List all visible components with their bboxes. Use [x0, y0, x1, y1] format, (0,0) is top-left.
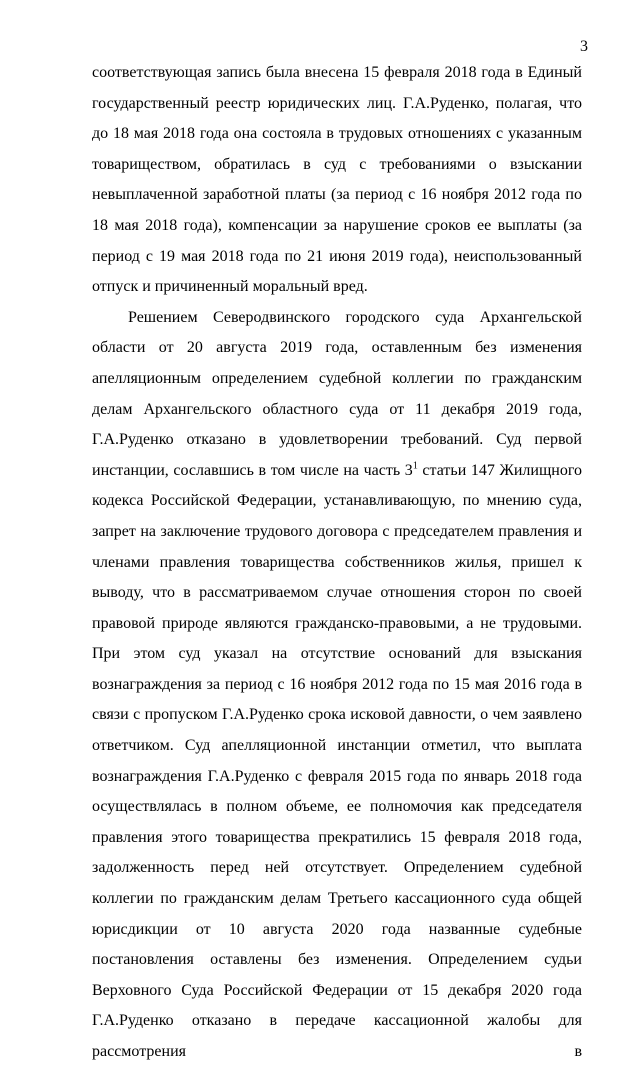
paragraph-claim: соответствующая запись была внесена 15 февраля 2018 года в Единый государственный реестр юридических лиц. Г.А.Руденко, полагая, что до 18 мая 2018 года она состояла в трудовых отношениях с указанным товариществом, обратилась в суд с требованиями о взыскании невыплаченной заработной платы (за период с 16 ноября 2012 года по 18 мая 2018 года), компенсации за нарушение сроков ее выплаты (за период с 19 мая 2018 года по 21 июня 2019 года), неиспользованный отпуск и причиненный моральный вред. — [92, 64, 582, 296]
page-number: 3 — [580, 38, 588, 55]
paragraph-court-decisions-part-1: Решением Северодвинского городского суда Архангельской области от 20 августа 2019 года, оставленным без изменения апелляционным определением судебной коллегии по гражданским делам Архангельского областного суда от 11 декабря 2019 года, Г.А.Руденко отказано в удовлетворении требований. Суд первой инстанции, сославшись в том числе на часть 3 — [92, 308, 582, 479]
paragraph-court-decisions — [92, 303, 582, 1068]
paragraph-court-decisions-part-2: статьи 147 Жилищного кодекса Российской Федерации, устанавливающую, по мнению суда, запрет на заключение трудового договора с председателем правления и членами правления товарищества собственников жилья, пришел к выводу, что в рассматриваемом случае отношения сторон по своей правовой природе являются гражданско-правовыми, а не трудовыми. При этом суд указал на отсутствие оснований для взыскания вознаграждения за период с 16 ноября 2012 года по 15 мая 2016 года в связи с пропуском Г.А.Руденко срока исковой давности, о чем заявлено ответчиком. Суд апелляционной инстанции отметил, что выплата вознаграждения Г.А.Руденко с февраля 2015 года по январь 2018 года осуществлялась в полном объеме, ее полномочия как председателя правления этого товарищества прекратились 15 февраля 2018 года, задолженность перед ней отсутствует. Определением судебной коллегии по гражданским делам Третьего кассационного суда общей юрисдикции от 10 августа 2020 года названные судебные постановления оставлены без изменения. Определением судьи Верховного Суда Российской Федерации от 15 декабря 2020 года Г.А.Руденко отказано в передаче кассационной жалобы для рассмотрения в — [92, 461, 582, 1060]
document-body — [92, 58, 582, 1068]
superscript-index: 1 — [412, 460, 418, 472]
